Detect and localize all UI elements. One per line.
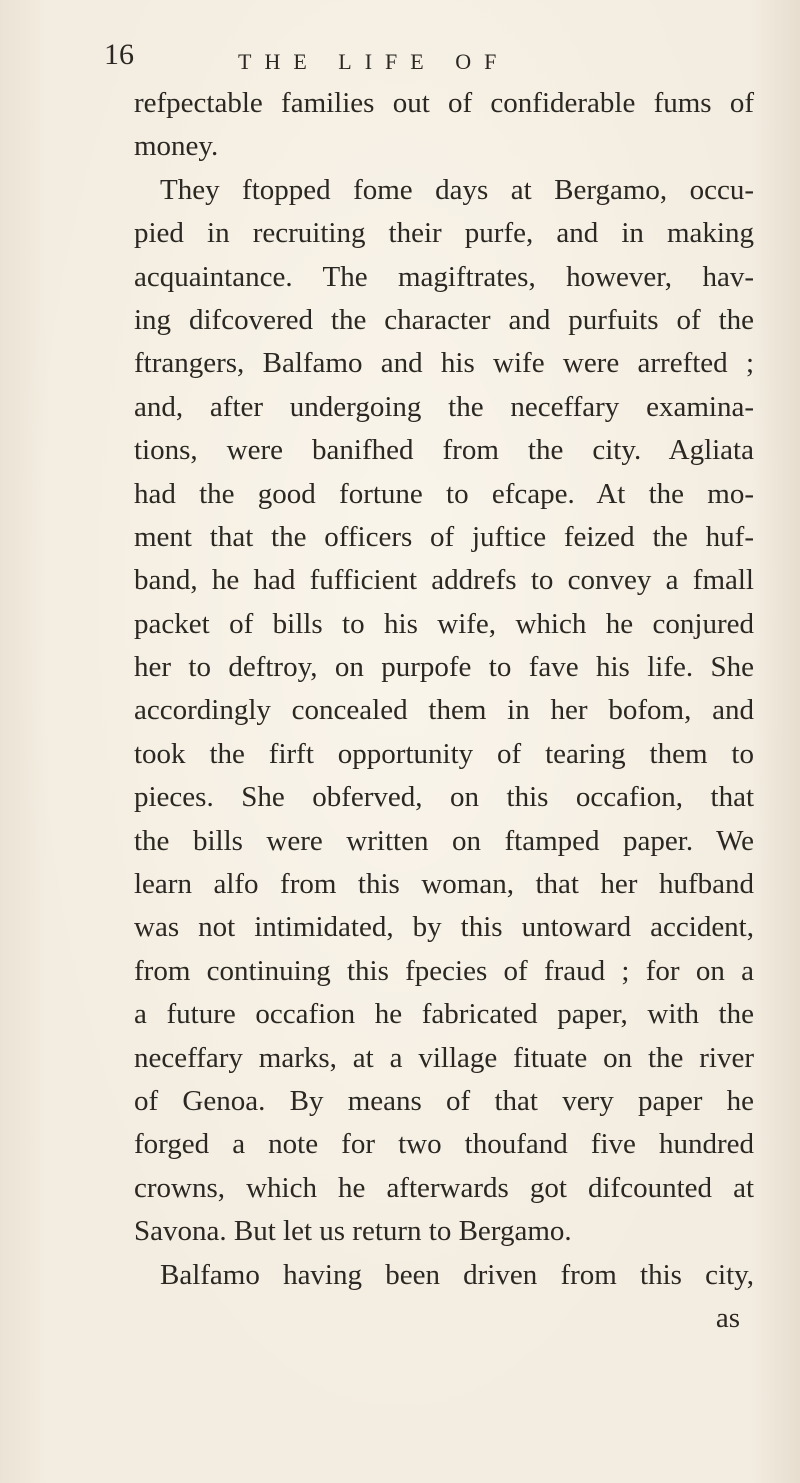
text-line: tions, were banifhed from the city. Agliata [134,434,754,467]
catchword: as [715,1301,740,1334]
text-line: They ftopped fome days at Bergamo, occu- [160,173,754,206]
text-line: of Genoa. By means of that very paper he [134,1084,754,1117]
text-line: packet of bills to his wife, which he conjured [134,607,754,640]
text-line: neceffary marks, at a village fituate on the river [134,1041,754,1074]
text-line: ftrangers, Balfamo and his wife were arrefted ; [134,347,754,380]
text-line: and, after undergoing the neceffary examina- [134,390,754,423]
text-line: learn alfo from this woman, that her hufband [134,868,754,901]
text-line: a future occafion he fabricated paper, with the [134,998,754,1031]
text-line: accordingly concealed them in her bofom, and [134,694,754,727]
text-line: was not intimidated, by this untoward accident, [134,911,754,944]
text-line: money. [134,130,219,163]
page-number: 16 [104,38,134,71]
text-line: pied in recruiting their purfe, and in making [134,217,754,250]
running-head [0,40,800,80]
text-line: Balfamo having been driven from this city, [160,1258,754,1291]
text-line: refpectable families out of confiderable fums of [134,87,754,119]
text-line: crowns, which he afterwards got difcounted at [134,1171,754,1204]
text-line: from continuing this fpecies of fraud ; for on a [134,954,754,987]
text-line: Savona. But let us return to Bergamo. [134,1215,572,1248]
text-line: had the good fortune to efcape. At the mo- [134,477,754,510]
text-line: ing difcovered the character and purfuits of the [134,303,754,336]
text-line: forged a note for two thoufand five hundred [134,1128,754,1161]
body-text [134,82,754,1340]
text-line: acquaintance. The magiftrates, however, hav- [134,260,754,293]
text-line: pieces. She obferved, on this occafion, that [134,781,754,814]
running-title: THE LIFE OF [238,49,510,74]
text-line: her to deftroy, on purpofe to fave his life. She [134,651,754,684]
text-line: the bills were written on ftamped paper. We [134,824,754,857]
text-line: ment that the officers of juftice feized the huf- [134,520,754,553]
text-line: band, he had fufficient addrefs to convey a fmall [134,564,754,597]
text-line: took the firft opportunity of tearing them to [134,737,754,770]
